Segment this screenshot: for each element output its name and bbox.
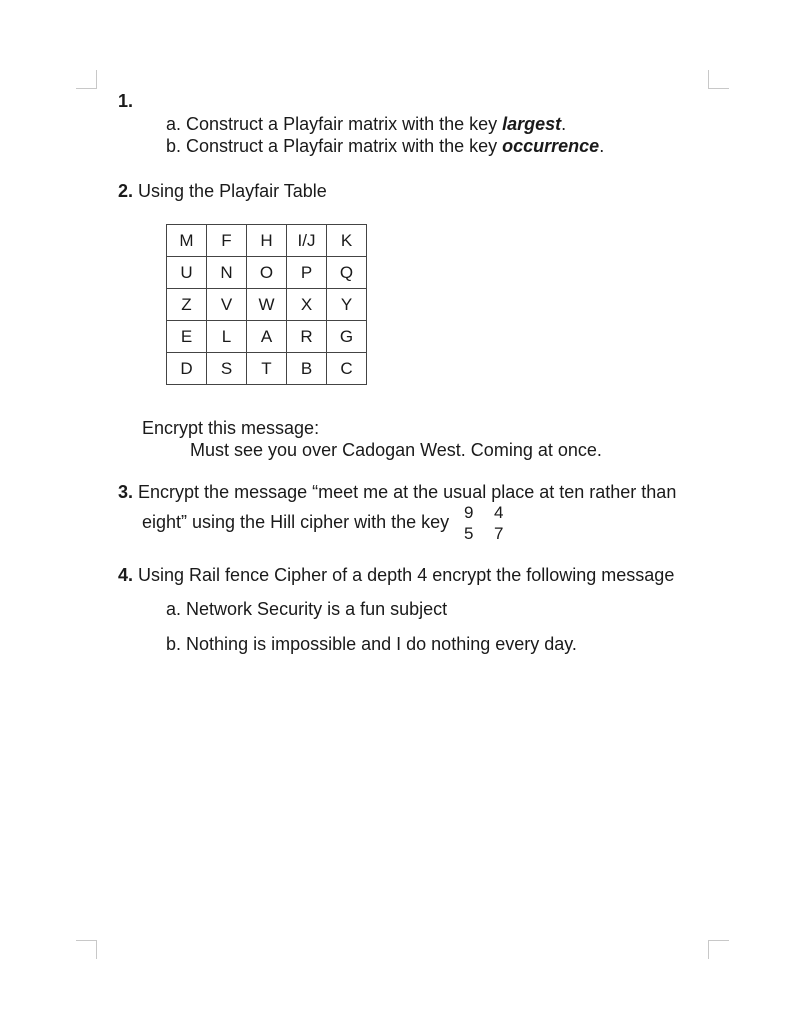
question-1b-key: occurrence bbox=[502, 136, 600, 156]
playfair-cell: W bbox=[247, 289, 287, 321]
playfair-cell: B bbox=[287, 353, 327, 385]
question-2-number: 2. bbox=[118, 181, 134, 201]
playfair-cell: F bbox=[207, 225, 247, 257]
question-4-text: Using Rail fence Cipher of a depth 4 encrypt the following message bbox=[138, 565, 675, 585]
question-1b-end: . bbox=[599, 136, 605, 156]
question-1-number: 1. bbox=[118, 91, 134, 111]
question-1a bbox=[166, 113, 566, 135]
playfair-cell: D bbox=[167, 353, 207, 385]
matrix-row bbox=[464, 523, 524, 544]
playfair-cell: Z bbox=[167, 289, 207, 321]
question-3-line2: eight” using the Hill cipher with the key bbox=[142, 512, 450, 532]
playfair-cell: A bbox=[247, 321, 287, 353]
matrix-cell: 7 bbox=[494, 524, 504, 543]
playfair-cell: H bbox=[247, 225, 287, 257]
playfair-cell: I/J bbox=[287, 225, 327, 257]
playfair-cell: G bbox=[327, 321, 367, 353]
playfair-cell: K bbox=[327, 225, 367, 257]
question-4b-text: Nothing is impossible and I do nothing every day. bbox=[186, 634, 577, 654]
crop-mark-bottom-right bbox=[708, 940, 729, 959]
question-1a-label: a. bbox=[166, 114, 182, 134]
matrix-cell: 4 bbox=[494, 503, 504, 522]
question-3-number: 3. bbox=[118, 482, 134, 502]
playfair-cell: M bbox=[167, 225, 207, 257]
playfair-row bbox=[167, 289, 367, 321]
question-1b-label: b. bbox=[166, 136, 182, 156]
crop-mark-bottom-left bbox=[76, 940, 97, 959]
playfair-cell: C bbox=[327, 353, 367, 385]
playfair-cell: E bbox=[167, 321, 207, 353]
question-1a-key: largest bbox=[502, 114, 562, 134]
question-1a-text: Construct a Playfair matrix with the key bbox=[186, 114, 503, 134]
question-4b bbox=[166, 633, 577, 655]
playfair-cell: L bbox=[207, 321, 247, 353]
question-4a bbox=[166, 598, 447, 620]
playfair-cell: X bbox=[287, 289, 327, 321]
playfair-row bbox=[167, 321, 367, 353]
crop-mark-top-right bbox=[708, 70, 729, 89]
playfair-row bbox=[167, 225, 367, 257]
matrix-cell: 5 bbox=[464, 524, 474, 543]
playfair-cell: U bbox=[167, 257, 207, 289]
playfair-cell: S bbox=[207, 353, 247, 385]
question-4a-label: a. bbox=[166, 599, 182, 619]
question-3-line1: Encrypt the message “meet me at the usual place at ten rather than bbox=[138, 482, 677, 502]
playfair-cell: Y bbox=[327, 289, 367, 321]
playfair-cell: N bbox=[207, 257, 247, 289]
question-2-text: Using the Playfair Table bbox=[138, 181, 327, 201]
matrix-row bbox=[464, 502, 524, 523]
question-2 bbox=[118, 180, 327, 202]
playfair-cell: T bbox=[247, 353, 287, 385]
playfair-cell: O bbox=[247, 257, 287, 289]
playfair-table bbox=[166, 224, 367, 385]
encrypt-label: Encrypt this message: bbox=[142, 418, 320, 438]
hill-key-matrix bbox=[464, 502, 524, 544]
question-4a-text: Network Security is a fun subject bbox=[186, 599, 448, 619]
question-1b bbox=[166, 135, 604, 157]
crop-mark-top-left bbox=[76, 70, 97, 89]
question-1b-text: Construct a Playfair matrix with the key bbox=[186, 136, 503, 156]
question-3 bbox=[118, 481, 676, 503]
playfair-row bbox=[167, 353, 367, 385]
question-4-number: 4. bbox=[118, 565, 134, 585]
encrypt-message: Must see you over Cadogan West. Coming at once. bbox=[190, 440, 602, 460]
playfair-cell: P bbox=[287, 257, 327, 289]
question-4b-label: b. bbox=[166, 634, 182, 654]
matrix-cell: 9 bbox=[464, 503, 474, 522]
playfair-cell: V bbox=[207, 289, 247, 321]
playfair-cell: Q bbox=[327, 257, 367, 289]
question-4 bbox=[118, 564, 674, 586]
playfair-cell: R bbox=[287, 321, 327, 353]
playfair-row bbox=[167, 257, 367, 289]
question-1a-end: . bbox=[561, 114, 567, 134]
